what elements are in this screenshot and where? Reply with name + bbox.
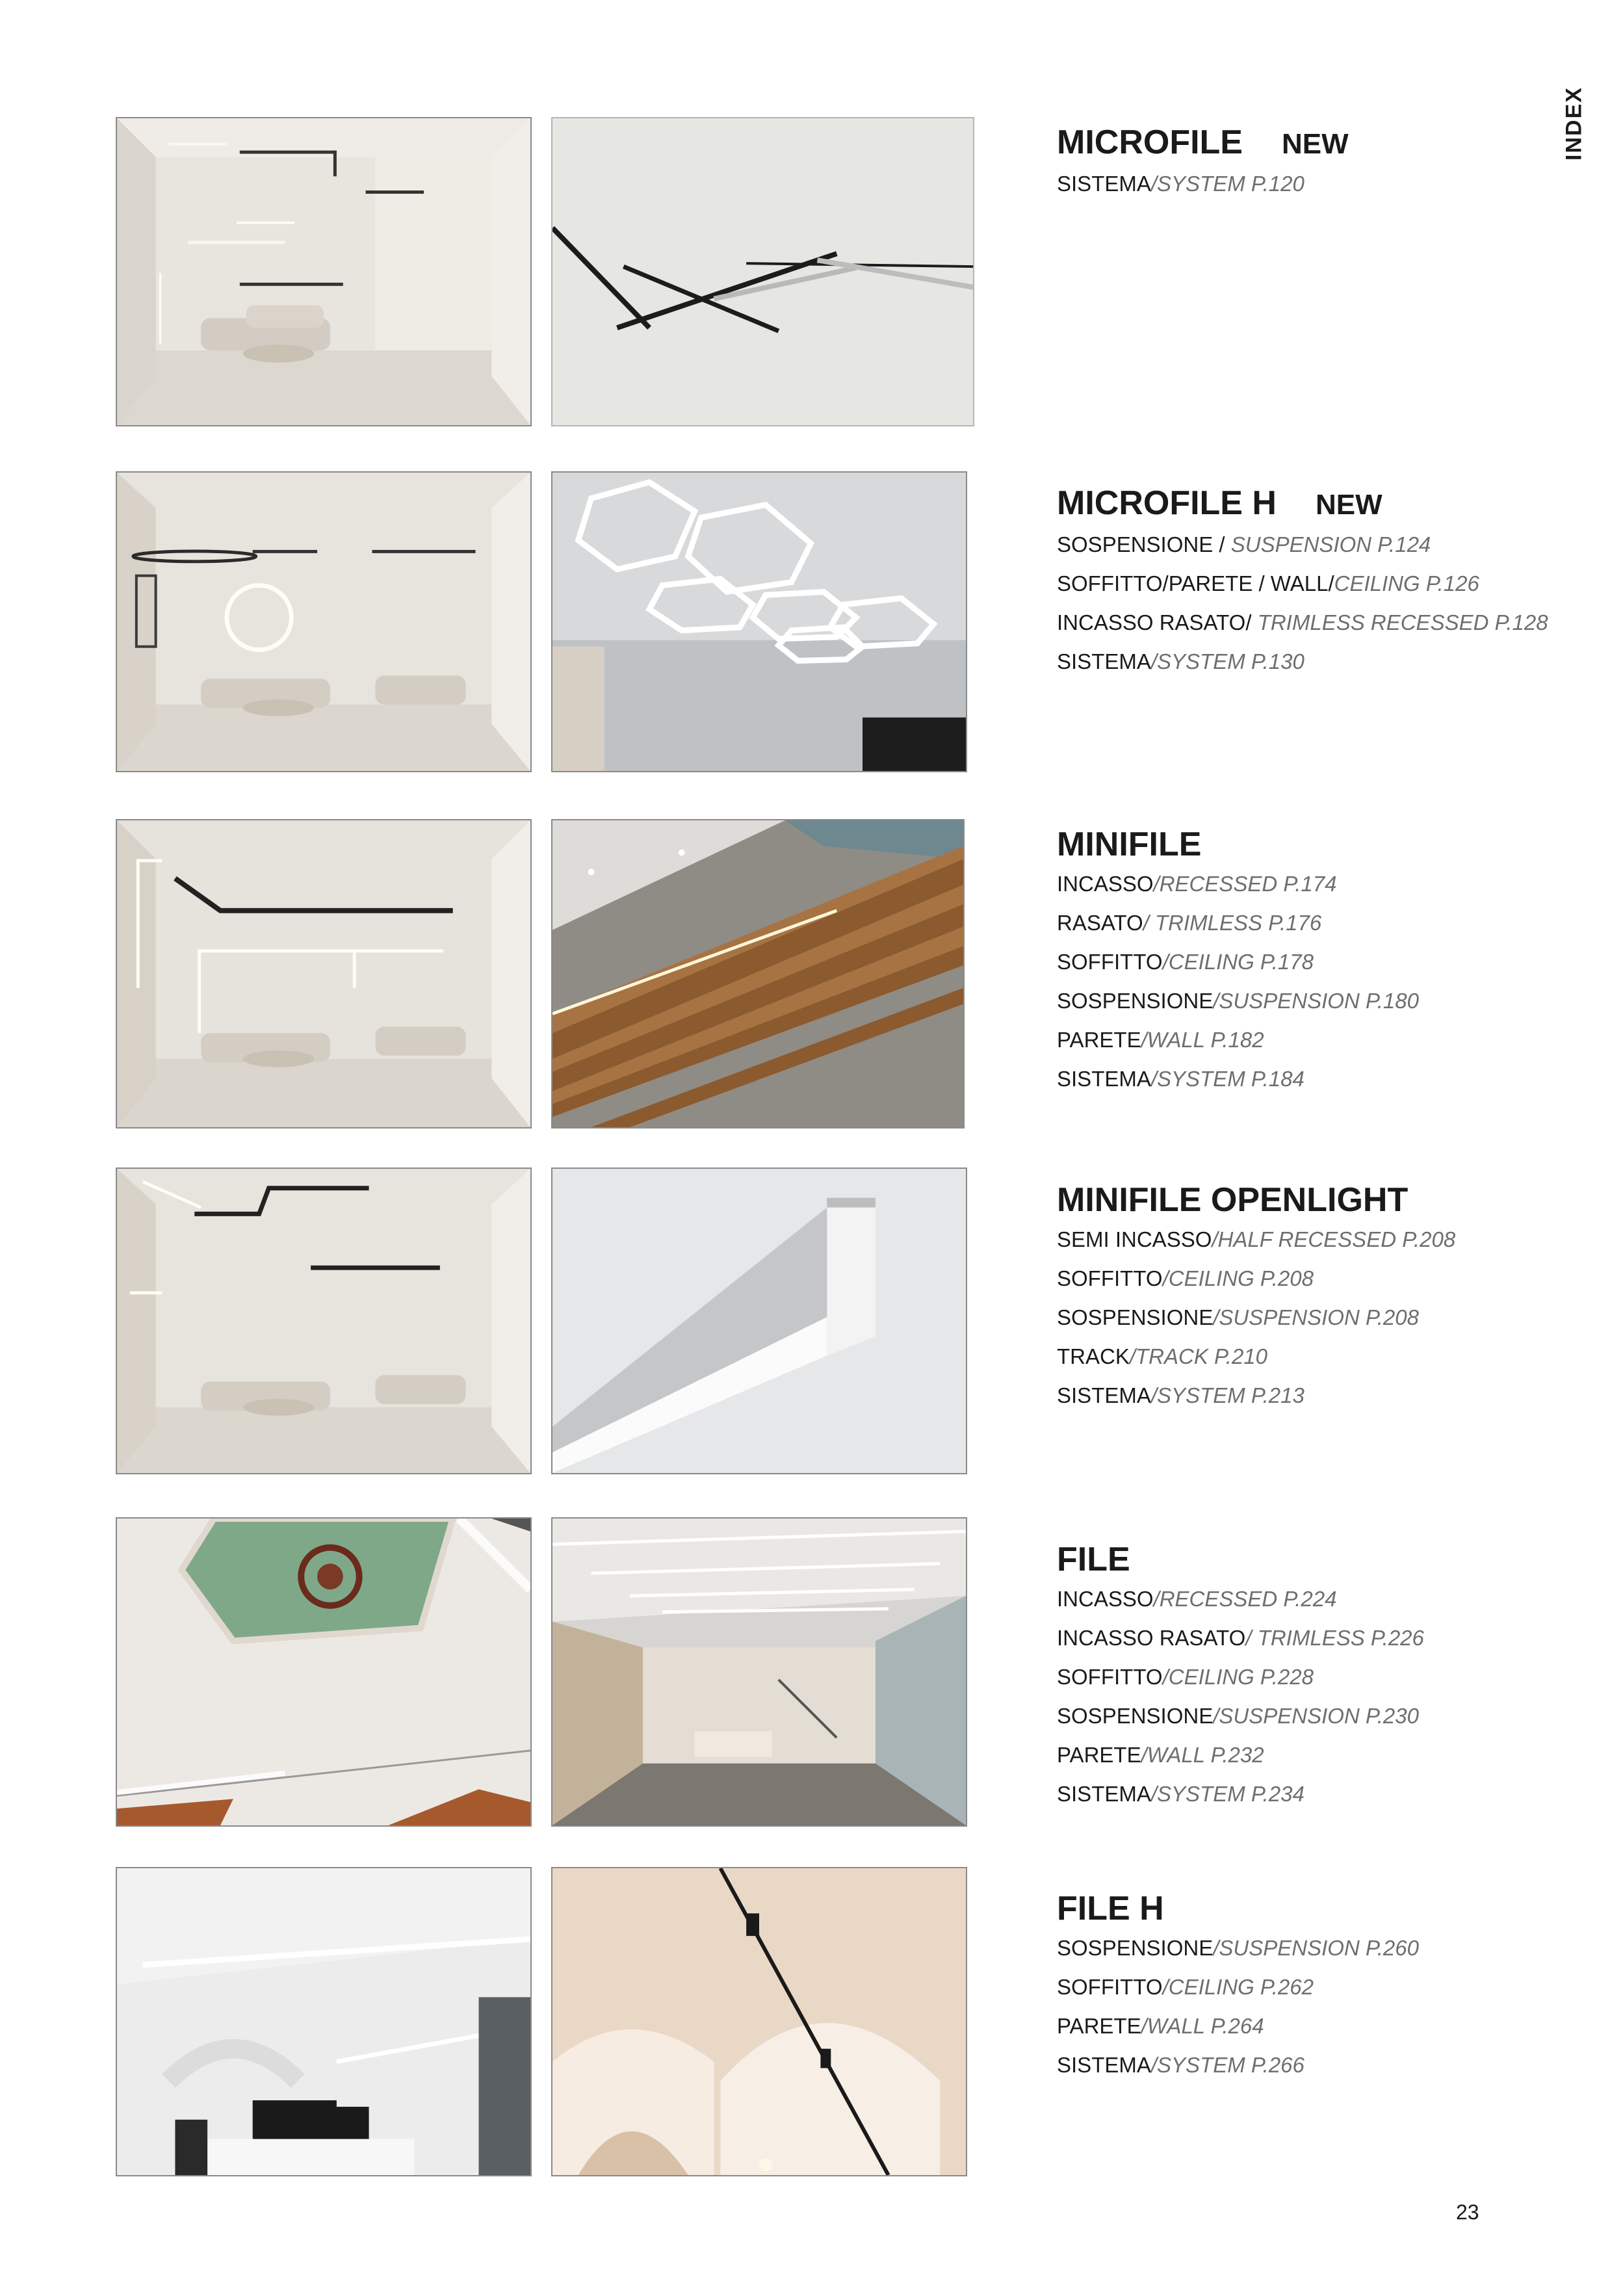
index-entry[interactable] xyxy=(1057,1658,1577,1697)
entry-en: /WALL P.182 xyxy=(1141,1028,1264,1052)
new-badge: NEW xyxy=(1281,128,1349,160)
index-entry[interactable] xyxy=(1057,164,1577,203)
entry-en: CEILING P.126 xyxy=(1334,571,1479,595)
photo-minifile-openlight-room xyxy=(116,1168,532,1474)
photo-file-vaulted-ceiling xyxy=(116,1517,532,1827)
index-entry[interactable] xyxy=(1057,1968,1577,2007)
entry-en: /CEILING P.228 xyxy=(1162,1665,1314,1689)
entry-en: / TRIMLESS P.176 xyxy=(1143,911,1322,935)
entry-it: SOSPENSIONE / xyxy=(1057,532,1231,556)
index-entry[interactable] xyxy=(1057,525,1577,564)
entry-it: SOFFITTO xyxy=(1057,1975,1163,1999)
photo-file-h-office xyxy=(116,1867,532,2176)
entry-it: INCASSO xyxy=(1057,1587,1154,1611)
section-title xyxy=(1057,824,1577,865)
entry-it: PARETE xyxy=(1057,1743,1141,1767)
photo-minifile-room xyxy=(116,819,532,1128)
section-title-text: FILE H xyxy=(1057,1890,1164,1927)
photo-microfile-h-hexagons xyxy=(551,471,967,772)
section-minifile-openlight xyxy=(1057,1180,1577,1415)
entry-it: INCASSO RASATO xyxy=(1057,1626,1246,1650)
entry-en: /CEILING P.262 xyxy=(1162,1975,1314,1999)
index-entry[interactable] xyxy=(1057,1259,1577,1298)
entry-en: SUSPENSION P.124 xyxy=(1230,532,1431,556)
entry-it: PARETE xyxy=(1057,2014,1141,2038)
section-title xyxy=(1057,1539,1577,1580)
section-title-text: MINIFILE xyxy=(1057,826,1202,863)
entry-en: /SUSPENSION P.180 xyxy=(1213,989,1419,1013)
entry-en: /SUSPENSION P.260 xyxy=(1213,1936,1419,1960)
entry-it: SOFFITTO xyxy=(1057,1665,1163,1689)
entry-en: TRIMLESS RECESSED P.128 xyxy=(1257,610,1548,634)
section-title-text: MINIFILE OPENLIGHT xyxy=(1057,1181,1409,1219)
index-entry[interactable] xyxy=(1057,2046,1577,2085)
index-entry[interactable] xyxy=(1057,1060,1577,1099)
entry-en: /SYSTEM P.130 xyxy=(1150,649,1305,673)
entry-it: SEMI INCASSO xyxy=(1057,1227,1212,1251)
section-title-text: FILE xyxy=(1057,1541,1130,1578)
index-entry[interactable] xyxy=(1057,904,1577,943)
entry-en: /SYSTEM P.266 xyxy=(1150,2053,1305,2077)
entry-it: SOSPENSIONE xyxy=(1057,1936,1214,1960)
index-entry[interactable] xyxy=(1057,1021,1577,1060)
entry-en: /SUSPENSION P.208 xyxy=(1213,1305,1419,1329)
index-entry[interactable] xyxy=(1057,1929,1577,1968)
page-number: 23 xyxy=(1456,2200,1479,2224)
entry-en: /SYSTEM P.120 xyxy=(1150,172,1305,196)
section-title xyxy=(1057,483,1577,525)
photo-microfile-h-room xyxy=(116,471,532,772)
index-entry[interactable] xyxy=(1057,564,1577,603)
index-entry[interactable] xyxy=(1057,1775,1577,1814)
entry-en: /SYSTEM P.234 xyxy=(1150,1782,1305,1806)
entry-en: /SUSPENSION P.230 xyxy=(1213,1704,1419,1728)
index-entry[interactable] xyxy=(1057,1736,1577,1775)
entry-en: / TRIMLESS P.226 xyxy=(1245,1626,1424,1650)
index-entry[interactable] xyxy=(1057,1337,1577,1376)
section-microfile xyxy=(1057,122,1577,203)
index-entry[interactable] xyxy=(1057,1619,1577,1658)
photo-file-corridor xyxy=(551,1517,967,1827)
entry-it: TRACK xyxy=(1057,1344,1130,1368)
section-minifile xyxy=(1057,824,1577,1099)
photo-file-h-arches xyxy=(551,1867,967,2176)
section-file-h xyxy=(1057,1888,1577,2085)
index-entry[interactable] xyxy=(1057,865,1577,904)
entry-en: /SYSTEM P.184 xyxy=(1150,1067,1305,1091)
index-entry[interactable] xyxy=(1057,1580,1577,1619)
new-badge: NEW xyxy=(1315,489,1383,521)
index-entry[interactable] xyxy=(1057,1376,1577,1415)
section-title xyxy=(1057,1180,1577,1220)
index-entry[interactable] xyxy=(1057,642,1577,681)
section-title-text: MICROFILE xyxy=(1057,124,1243,161)
photo-microfile-room xyxy=(116,117,532,426)
entry-it: SOSPENSIONE xyxy=(1057,1305,1214,1329)
entry-it: SISTEMA xyxy=(1057,649,1151,673)
entry-it: SISTEMA xyxy=(1057,2053,1151,2077)
entry-en: /RECESSED P.224 xyxy=(1153,1587,1337,1611)
index-entry[interactable] xyxy=(1057,2007,1577,2046)
entry-en: /CEILING P.178 xyxy=(1162,950,1314,974)
entry-it: SISTEMA xyxy=(1057,172,1151,196)
photo-minifile-wood-wall xyxy=(551,819,965,1128)
section-microfile-h xyxy=(1057,483,1577,681)
section-title-text: MICROFILE H xyxy=(1057,484,1277,522)
entry-it: INCASSO RASATO/ xyxy=(1057,610,1258,634)
photo-minifile-openlight-profile xyxy=(551,1168,967,1474)
entry-en: /HALF RECESSED P.208 xyxy=(1212,1227,1456,1251)
entry-en: /SYSTEM P.213 xyxy=(1150,1383,1305,1407)
index-entry[interactable] xyxy=(1057,1220,1577,1259)
index-entry[interactable] xyxy=(1057,1298,1577,1337)
index-entry[interactable] xyxy=(1057,603,1577,642)
entry-it: SOFFITTO xyxy=(1057,1266,1163,1290)
entry-it: SOSPENSIONE xyxy=(1057,989,1214,1013)
entry-en: /RECESSED P.174 xyxy=(1153,872,1337,896)
index-label-text: INDEX xyxy=(1561,86,1587,161)
index-entry[interactable] xyxy=(1057,982,1577,1021)
entry-it: SOFFITTO xyxy=(1057,950,1163,974)
index-entry[interactable] xyxy=(1057,943,1577,982)
entry-it: SOFFITTO/PARETE / WALL/ xyxy=(1057,571,1334,595)
entry-en: /WALL P.232 xyxy=(1141,1743,1264,1767)
entry-it: PARETE xyxy=(1057,1028,1141,1052)
entry-it: RASATO xyxy=(1057,911,1143,935)
entry-it: SISTEMA xyxy=(1057,1067,1151,1091)
entry-en: /TRACK P.210 xyxy=(1129,1344,1268,1368)
section-title xyxy=(1057,1888,1577,1929)
photo-microfile-detail xyxy=(551,117,974,426)
index-entry[interactable] xyxy=(1057,1697,1577,1736)
entry-en: /CEILING P.208 xyxy=(1162,1266,1314,1290)
entry-it: SOSPENSIONE xyxy=(1057,1704,1214,1728)
entry-en: /WALL P.264 xyxy=(1141,2014,1264,2038)
entry-it: INCASSO xyxy=(1057,872,1154,896)
section-file xyxy=(1057,1539,1577,1814)
entry-it: SISTEMA xyxy=(1057,1782,1151,1806)
section-title xyxy=(1057,122,1577,164)
entry-it: SISTEMA xyxy=(1057,1383,1151,1407)
